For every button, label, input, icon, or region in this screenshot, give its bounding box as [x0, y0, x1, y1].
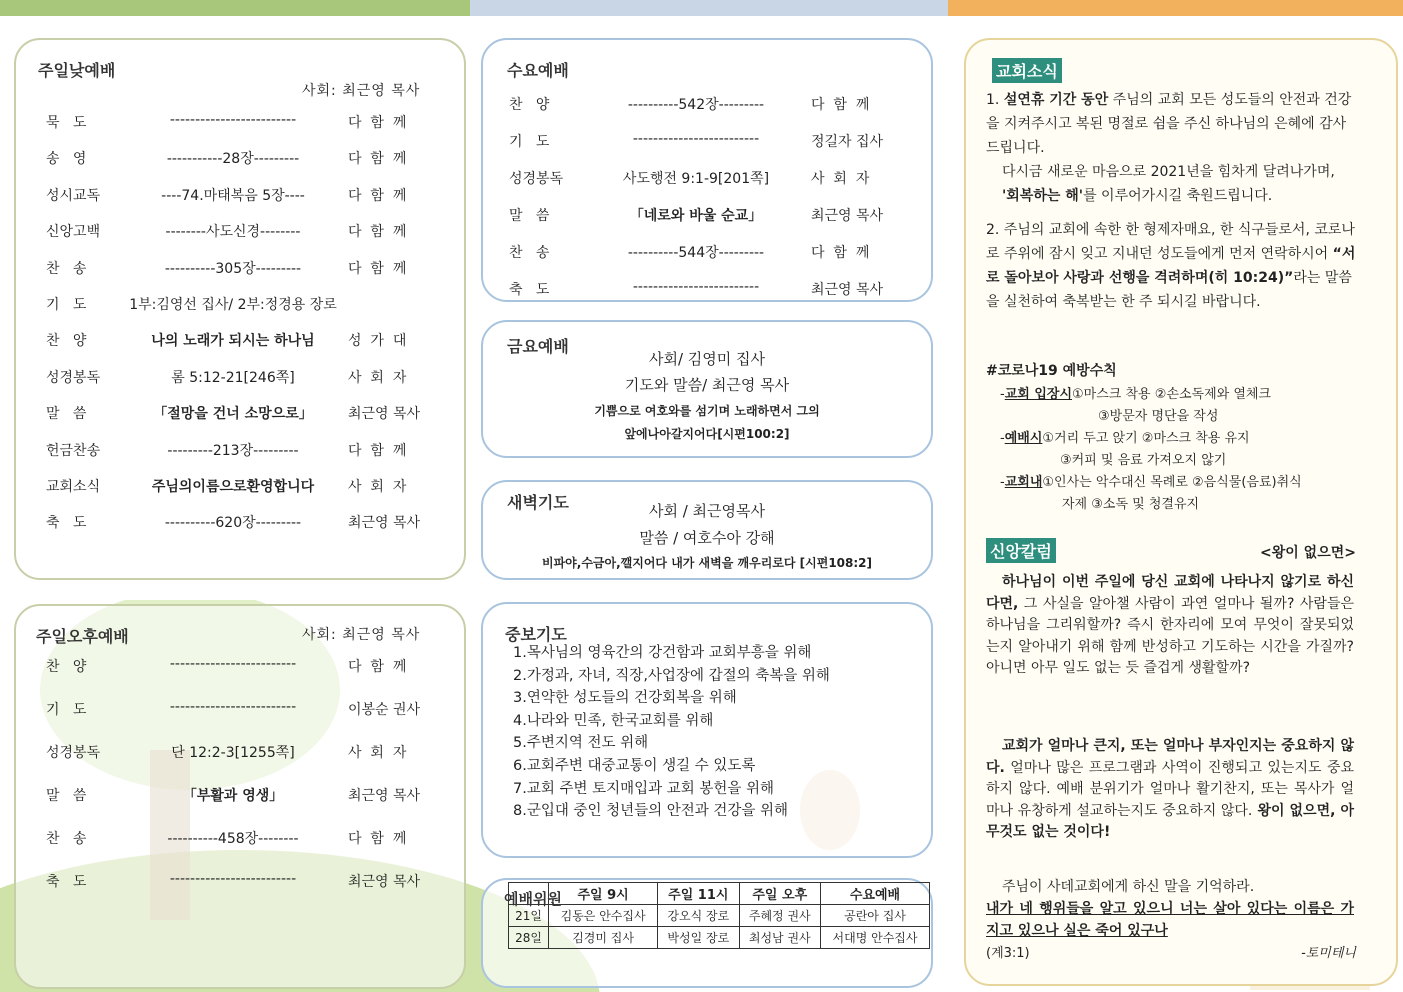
table-cell: 박성일 장로 — [658, 927, 739, 949]
row-leader: 최근영 목사 — [811, 282, 884, 298]
row-leader: 사 회 자 — [348, 369, 407, 386]
column-paragraph-3 — [986, 876, 1354, 942]
row-content: ---------213장--------- — [167, 442, 299, 459]
row-content: ------------------------- — [632, 131, 760, 147]
covid-rule-text: ①인사는 악수대신 목례로 ②음식물(음료)취식 — [1042, 475, 1302, 490]
row-content: ----------305장--------- — [164, 260, 302, 277]
row-content: 1부:김영선 집사/ 2부:정경용 장로 — [129, 297, 337, 313]
intercession-panel — [481, 602, 933, 858]
covid-rule-text2: 자제 ③소독 및 청결유지 — [1062, 497, 1200, 512]
prayer-item: 2.가정과, 자녀, 직장,사업장에 갑절의 축복을 위해 — [513, 667, 830, 684]
prayer-item: 1.목사님의 영육간의 강건함과 교회부흥을 위해 — [513, 645, 812, 661]
column-ref: (계3:1) — [986, 946, 1030, 961]
service-row — [483, 131, 931, 153]
service-row — [16, 476, 464, 498]
table-header-cell: 주일 9시 — [549, 883, 658, 905]
row-leader: 최근영 목사 — [348, 515, 421, 532]
service-row — [16, 185, 464, 207]
row-label: 기 도 — [46, 702, 87, 718]
panel-title: 금요예배 — [507, 337, 569, 356]
row-label: 성경봉독 — [46, 369, 101, 386]
covid-title: #코로나19 예방수칙 — [986, 363, 1117, 379]
row-leader: 사 회 자 — [811, 171, 870, 187]
row-content: ------------------------- — [169, 699, 297, 715]
row-label: 찬 송 — [509, 245, 550, 261]
column-p1-bold: 하나님이 이번 주일에 당신 교회에 나타나지 않기로 하신다면, — [986, 574, 1354, 612]
column-tag: 신앙칼럼 — [986, 538, 1056, 563]
row-content: -----------28장--------- — [166, 151, 300, 168]
row-content: 나의 노래가 되시는 하나님 — [151, 333, 315, 350]
row-leader: 다 함 께 — [811, 97, 870, 113]
friday-host: 사회/ 김영미 집사 — [648, 350, 766, 368]
row-leader: 최근영 목사 — [348, 788, 421, 804]
column-paragraph-2 — [986, 736, 1354, 844]
friday-verse-1: 기쁨으로 여호와를 섬기며 노래하면서 그의 — [594, 404, 820, 418]
column-p2-bold: 교회가 얼마나 큰지, 또는 얼마나 부자인지는 중요하지 않다. — [986, 738, 1354, 776]
wednesday-panel — [481, 38, 933, 302]
row-label: 성경봉독 — [46, 745, 101, 761]
dawn-prayer-panel — [481, 480, 933, 580]
covid-rule-text2: ③커피 및 음료 가져오지 않기 — [1060, 453, 1227, 468]
table-header-cell: 수요예배 — [821, 883, 930, 905]
dawn-sermon: 말씀 / 여호수아 강해 — [639, 529, 775, 547]
row-label: 교회소식 — [46, 479, 101, 495]
row-label: 축 도 — [46, 874, 87, 890]
top-bar-green — [0, 0, 470, 16]
service-row — [16, 330, 464, 352]
row-label: 찬 송 — [46, 260, 87, 277]
panel-title: 주일낮예배 — [38, 61, 116, 80]
news-item-2-bold: “서로 돌아보아 사랑과 선행을 격려하며(히 10:24)” — [986, 246, 1356, 286]
table-row — [509, 927, 930, 949]
row-leader: 최근영 목사 — [348, 874, 421, 890]
news-item-1-lead: 설연휴 기간 동안 — [1003, 92, 1109, 108]
table-cell: 김동은 안수집사 — [549, 905, 658, 927]
prayer-list — [513, 642, 830, 823]
service-row — [16, 258, 464, 280]
service-row — [483, 242, 931, 264]
covid-rule — [1000, 472, 1360, 516]
table-header-row — [509, 883, 930, 905]
row-leader: 이봉순 권사 — [348, 702, 421, 718]
row-leader: 정길자 집사 — [811, 134, 884, 150]
service-row — [16, 294, 464, 316]
row-label: 말 씀 — [509, 208, 550, 224]
row-label: 기 도 — [509, 134, 550, 150]
service-row — [16, 785, 464, 807]
row-label: 성시교독 — [46, 187, 101, 204]
service-row — [16, 148, 464, 170]
row-content: ------------------------- — [169, 112, 297, 128]
row-label: 찬 송 — [46, 831, 87, 847]
table-header-cell: 주일 오후 — [739, 883, 820, 905]
duty-roster-table — [508, 882, 930, 949]
covid-rule — [1000, 428, 1360, 472]
news-item-1 — [986, 88, 1356, 208]
panel-title: 중보기도 — [505, 625, 567, 644]
row-leader: 사 회 자 — [348, 479, 407, 495]
panel-title: 주일오후예배 — [36, 627, 129, 646]
news-item-2-tail: 라는 말씀을 실천하여 축복받는 한 주 되시길 바랍니다. — [986, 270, 1352, 310]
table-cell: 서대명 안수집사 — [821, 927, 930, 949]
row-label: 기 도 — [46, 297, 87, 313]
row-label: 신앙고백 — [46, 224, 101, 241]
row-content: 롬 5:12-21[246쪽] — [171, 369, 295, 386]
prayer-item: 5.주변지역 전도 위해 — [513, 735, 649, 752]
row-content: 「절망을 건너 소망으로」 — [153, 406, 313, 423]
row-label: 축 도 — [509, 282, 550, 298]
row-content: ----------544장--------- — [627, 245, 765, 261]
table-cell: 28일 — [509, 927, 549, 949]
table-cell: 공란아 집사 — [821, 905, 930, 927]
column-p2-bold2: 왕이 없으면, 아무것도 없는 것이다! — [986, 802, 1354, 841]
column-p2-text: 얼마나 많은 프로그램과 사역이 진행되고 있는지도 중요하지 않다. 예배 분위기가 얼마나 활기찬지, 또는 목사가 얼마나 유창하게 설교하는지도 중요하지 않다. — [986, 759, 1354, 819]
service-row — [16, 699, 464, 721]
covid-rule-text: ①거리 두고 앉기 ②마스크 착용 유지 — [1042, 431, 1250, 446]
row-content: ------------------------- — [169, 871, 297, 887]
column-p3: 주님이 사데교회에게 하신 말을 기억하라. — [1002, 879, 1255, 895]
news-tag: 교회소식 — [992, 58, 1062, 83]
row-content: ----------620장--------- — [164, 515, 302, 532]
row-content: ------------------------- — [169, 656, 297, 672]
table-cell: 최성남 권사 — [739, 927, 820, 949]
row-label: 축 도 — [46, 515, 87, 532]
news-item-2-text: 2. 주님의 교회에 속한 한 형제자매요, 한 식구들로서, 코로나로 주위에 잠시 잊고 지내던 성도들에게 먼저 연락하시어 — [986, 222, 1355, 262]
row-leader: 사 회 자 — [348, 745, 407, 761]
service-row — [483, 205, 931, 227]
row-leader: 다 함 께 — [348, 659, 407, 675]
row-content: 사도행전 9:1-9[201쪽] — [622, 171, 770, 187]
row-leader: 다 함 께 — [348, 442, 407, 459]
service-row — [16, 828, 464, 850]
row-leader: 최근영 목사 — [811, 208, 884, 224]
row-label: 찬 양 — [46, 659, 87, 675]
column-subtitle: <왕이 없으면> — [1260, 545, 1356, 561]
panel-title: 새벽기도 — [507, 493, 569, 512]
row-content: 주님의이름으로환영합니다 — [151, 479, 315, 495]
covid-rule-text2: ③방문자 명단을 작성 — [1098, 409, 1219, 424]
row-leader: 다 함 께 — [348, 187, 407, 204]
table-cell: 21일 — [509, 905, 549, 927]
row-content: ----74.마태복음 5장---- — [161, 187, 305, 204]
dawn-verse: 비파야,수금아,깰지어다 내가 새벽을 깨우리로다 [시편108:2] — [541, 556, 873, 570]
row-content: --------사도신경-------- — [165, 224, 301, 241]
top-bar-orange — [948, 0, 1403, 16]
table-cell: 김경미 집사 — [549, 927, 658, 949]
row-leader: 최근영 목사 — [348, 406, 421, 423]
sunday-morning-panel — [14, 38, 466, 580]
covid-rule-text: ①마스크 착용 ②손소독제와 열체크 — [1072, 387, 1271, 402]
row-content: 단 12:2-3[1255쪽] — [171, 745, 295, 761]
row-content: 「네로와 바울 순교」 — [629, 208, 763, 224]
service-row — [16, 403, 464, 425]
row-label: 성경봉독 — [509, 171, 564, 187]
covid-rules — [1000, 384, 1360, 516]
friday-verse-2: 앞에나아갈지어다[시편100:2] — [624, 427, 790, 441]
table-header-cell: 주일 11시 — [658, 883, 739, 905]
top-bar-blue — [470, 0, 948, 16]
host-label: 사회: 최근영 목사 — [302, 627, 421, 643]
covid-dash: - — [1000, 387, 1005, 402]
row-leader: 성 가 대 — [348, 333, 407, 350]
service-row — [483, 279, 931, 301]
service-row — [16, 440, 464, 462]
table-header-cell — [509, 883, 549, 905]
row-leader: 다 함 께 — [811, 245, 870, 261]
row-label: 헌금찬송 — [46, 442, 101, 459]
friday-sermon: 기도와 말씀/ 최근영 목사 — [624, 376, 790, 394]
service-row — [16, 112, 464, 134]
news-item-1-text: 주님의 교회 모든 성도들의 안전과 건강을 지켜주시고 복된 명절로 쉼을 주신 하나님의 은혜에 감사드립니다. — [986, 92, 1352, 156]
service-row — [16, 221, 464, 243]
news-item-2 — [986, 218, 1356, 314]
prayer-item: 8.군입대 중인 청년들의 안전과 건강을 위해 — [513, 803, 788, 820]
host-label: 사회: 최근영 목사 — [302, 83, 421, 99]
panel-title: 수요예배 — [507, 61, 569, 80]
sunday-afternoon-panel — [14, 604, 466, 989]
covid-rule-label: 교회내 — [1004, 475, 1043, 490]
service-row — [16, 656, 464, 678]
prayer-item: 3.연약한 성도들의 건강회복을 위해 — [513, 690, 737, 707]
row-leader: 다 함 께 — [348, 151, 407, 168]
covid-rule-label: 예배시 — [1004, 431, 1043, 446]
row-content: 「부활과 영생」 — [182, 788, 284, 804]
service-row — [16, 871, 464, 893]
row-label: 말 씀 — [46, 406, 87, 423]
column-author: -토미테니 — [1301, 946, 1356, 961]
table-row — [509, 905, 930, 927]
friday-panel — [481, 320, 933, 458]
column-p1-text: 그 사실을 알아챌 사람이 과연 얼마나 될까? 사람들은 하나님을 그리워할까? 즉시 한자리에 모여 무엇이 잘못되었는지 알아내기 위해 함께 반성하고 기도하는 시간을 가질까? 아니면 아무 일도 없는 듯 즐겁게 생활할까? — [986, 595, 1354, 677]
news-item-1-text2b: '회복하는 해' — [1002, 188, 1084, 204]
dawn-host: 사회 / 최근영목사 — [648, 502, 766, 520]
column-verse: 내가 네 행위들을 알고 있으니 너는 살아 있다는 이름은 가지고 있으나 실은 죽어 있구나 — [986, 901, 1354, 939]
service-row — [483, 94, 931, 116]
news-panel — [964, 38, 1398, 986]
table-cell: 강오식 장로 — [658, 905, 739, 927]
service-row — [16, 512, 464, 534]
row-label: 찬 양 — [509, 97, 550, 113]
row-content: ----------458장-------- — [167, 831, 299, 847]
covid-dash: - — [1000, 431, 1005, 446]
row-leader: 다 함 께 — [348, 115, 407, 131]
prayer-item: 6.교회주변 대중교통이 생길 수 있도록 — [513, 757, 756, 774]
column-paragraph-1 — [986, 572, 1354, 680]
news-item-1-text2a: 다시금 새로운 마음으로 2021년을 힘차게 달려나가며, — [1002, 164, 1335, 180]
row-label: 송 영 — [46, 151, 87, 168]
covid-rule-label: 교회 입장시 — [1004, 387, 1073, 402]
row-leader: 다 함 께 — [348, 224, 407, 241]
prayer-item: 4.나라와 민족, 한국교회를 위해 — [513, 712, 714, 729]
row-content: ----------542장--------- — [627, 97, 765, 113]
table-cell: 주혜정 권사 — [739, 905, 820, 927]
service-row — [16, 742, 464, 764]
covid-rule — [1000, 384, 1360, 428]
news-item-1-prefix: 1. — [986, 92, 1004, 108]
row-content: ------------------------- — [632, 279, 760, 295]
row-label: 찬 양 — [46, 333, 87, 350]
covid-dash: - — [1000, 475, 1005, 490]
prayer-item: 7.교회 주변 토지매입과 교회 봉헌을 위해 — [513, 780, 774, 797]
row-leader: 다 함 께 — [348, 260, 407, 277]
service-row — [16, 367, 464, 389]
row-label: 묵 도 — [46, 115, 87, 131]
row-label: 말 씀 — [46, 788, 87, 804]
service-row — [483, 168, 931, 190]
duty-roster-title: 예배위원 — [504, 890, 562, 908]
row-leader: 다 함 께 — [348, 831, 407, 847]
news-item-1-text2c: 를 이루어가시길 축원드립니다. — [1083, 188, 1273, 204]
